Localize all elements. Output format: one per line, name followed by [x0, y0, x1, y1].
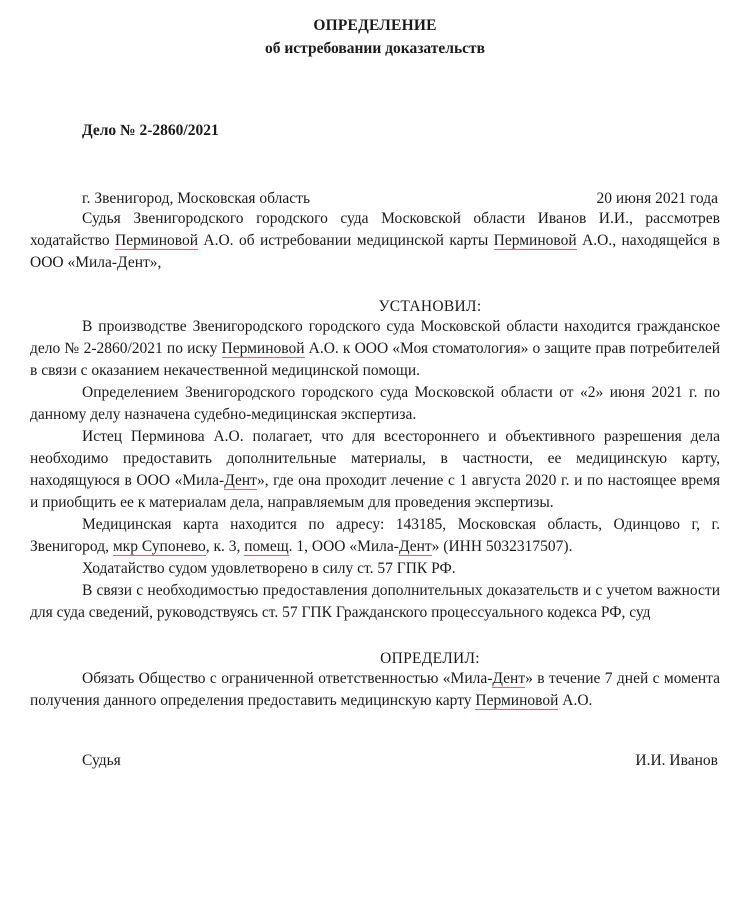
production-text-part1: В производстве Звенигородского городского суда Московской области находится гражданское дело № 2-2860/2021 по иску: [30, 317, 720, 357]
section-heading-ustanovil: УСТАНОВИЛ:: [378, 297, 482, 315]
section-heading-opredelil: ОПРЕДЕЛИЛ:: [380, 649, 480, 667]
order-text-part1: Обязать Общество с ограниченной ответственностью «Мила-: [82, 669, 493, 687]
spellcheck-word-perminovoy-4: Перминовой: [475, 691, 559, 709]
paragraph-expertise-assigned: Определением Звенигородского городского суда Московской области от «2» июня 2021 г. по данному делу назначена судебно-медицинская экспертиза.: [30, 383, 720, 423]
document-body: [30, 0, 720, 770]
intro-text-tail: А.О., находящейся в ООО «Мила-Дент»,: [30, 231, 720, 271]
case-number: Дело № 2-2860/2021: [82, 121, 219, 139]
signature-row: [30, 752, 720, 770]
paragraph-request-granted: Ходатайство судом удовлетворено в силу ст. 57 ГПК РФ.: [82, 559, 456, 577]
intro-text-lead: Судья Звенигородского городского суда Московской области Иванов И.И., рассмотрев ходатайство: [30, 209, 720, 249]
address-text-part1: Медицинская карта находится по адресу: 143185, Московская область, Одинцово г, г. Звенигород,: [30, 515, 720, 555]
intro-text-mid: А.О. об истребовании медицинской карты: [198, 231, 494, 249]
spellcheck-word-dent-3: Дент: [492, 669, 526, 687]
spellcheck-word-perminovoy-3: Перминовой: [221, 339, 305, 357]
document-title: ОПРЕДЕЛЕНИЕ: [313, 17, 437, 34]
paragraph-plaintiff-request: [30, 426, 720, 514]
paragraph-court-order: [30, 668, 720, 712]
spellcheck-word-dent-1: Дент: [224, 471, 257, 489]
order-text-part3: А.О.: [558, 691, 593, 709]
production-text-part2: А.О. к ООО «Моя стоматология» о защите прав потребителей в связи с оказанием некачественной медицинской помощи.: [30, 339, 720, 379]
intro-paragraph: [30, 208, 720, 274]
date-of-issue: 20 июня 2021 года: [596, 189, 718, 207]
spellcheck-word-perminovoy-1: Перминовой: [115, 231, 198, 249]
document-title-block: [30, 0, 720, 60]
spellcheck-word-mkr-suponevo: мкр Супонево: [112, 537, 206, 555]
document-subtitle: об истребовании доказательств: [264, 39, 486, 57]
paragraph-card-address: [30, 514, 720, 558]
place-date-row: [30, 190, 720, 208]
paragraph-legal-basis: В связи с необходимостью предоставления дополнительных доказательств и с учетом важности для суда сведений, руководствуясь ст. 57 ГПК Гражданского процессуального кодекса РФ, суд: [30, 581, 720, 621]
signature-name: И.И. Иванов: [635, 751, 718, 769]
address-text-part4: » (ИНН 5032317507).: [431, 537, 573, 555]
spellcheck-word-pomesch: помещ: [244, 537, 289, 555]
paragraph-case-in-production: [30, 316, 720, 382]
address-text-part3: . 1, ООО «Мила-: [288, 537, 399, 555]
spellcheck-word-perminovoy-2: Перминовой: [493, 231, 577, 249]
order-text-part2: » в течение 7 дней с момента получения данного определения предоставить медицинскую карту: [30, 669, 720, 709]
place-of-issue: г. Звенигород, Московская область: [82, 189, 311, 207]
spellcheck-word-dent-2: Дент: [398, 537, 432, 555]
plaintiff-text-part2: », где она проходит лечение с 1 августа 2020 г. и по настоящее время и приобщить ее к материалам дела, направляемым для проведения экспертизы.: [30, 471, 721, 511]
plaintiff-text-part1: Истец Перминова А.О. полагает, что для всестороннего и объективного разрешения дела необходимо предоставить дополнительные материалы, в частности, ее медицинскую карту, находящуюся в ООО «Мила-: [30, 427, 720, 489]
signature-role: Судья: [82, 751, 121, 769]
address-text-part2: , к. 3,: [205, 537, 245, 555]
